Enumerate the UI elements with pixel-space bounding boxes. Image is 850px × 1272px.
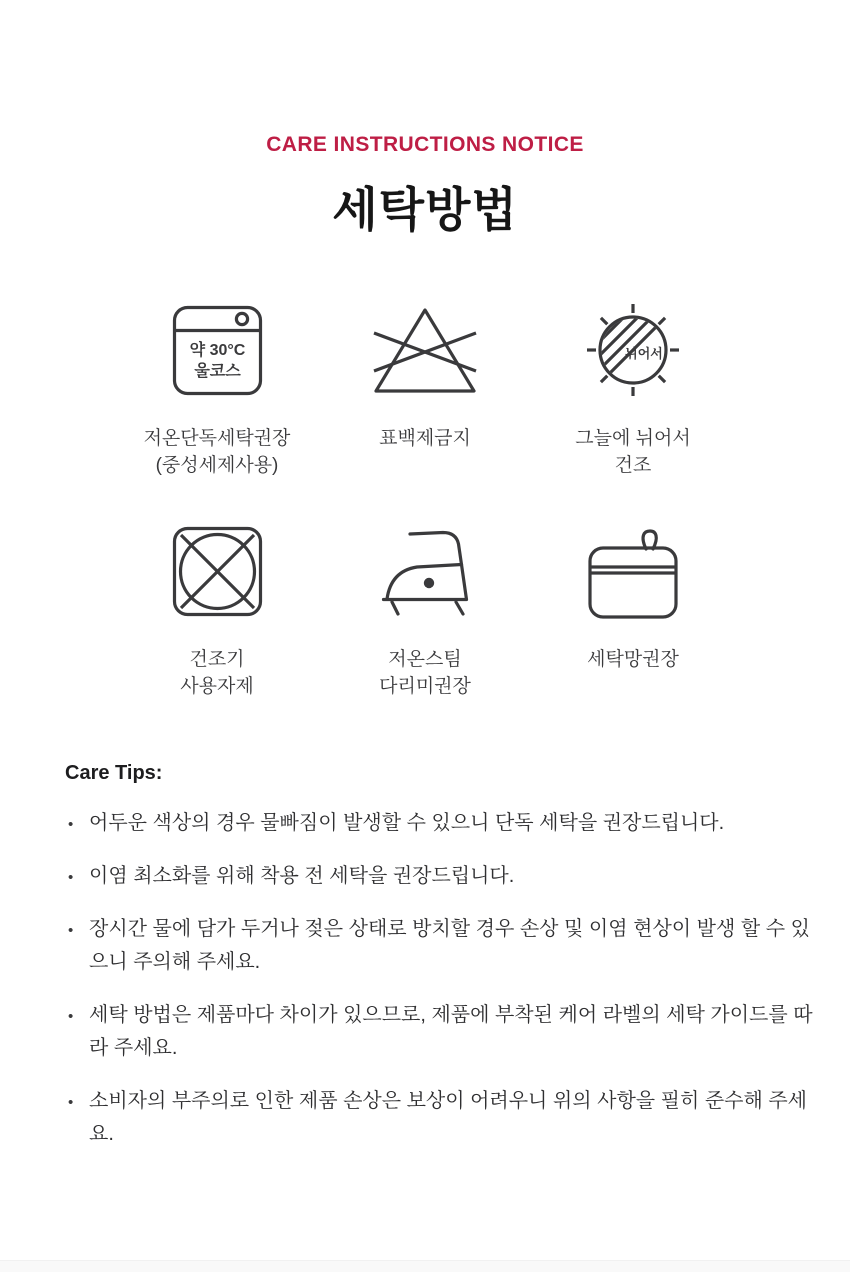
- care-tips-list: [65, 807, 813, 1151]
- care-icon-cell-dry-in-shade: [529, 300, 737, 479]
- care-tips-heading: Care Tips:: [65, 762, 163, 784]
- care-icon-cell-no-tumble-dry: [113, 521, 321, 700]
- laundry-net-icon: [587, 522, 679, 620]
- care-icons-grid: [113, 300, 737, 700]
- care-icon-label: 그늘에 뉘어서 건조: [575, 428, 691, 476]
- care-icon-cell-laundry-net: [529, 521, 737, 700]
- care-icon-label: 저온스팀 다리미권장: [379, 649, 471, 697]
- no-bleach-icon: [370, 304, 480, 396]
- care-tip-item: • 세탁 방법은 제품마다 차이가 있으므로, 제품에 부착된 케어 라벨의 세탁 가이드를 따라 주세요.: [65, 999, 813, 1065]
- wash-course-text: 울코스: [193, 362, 241, 380]
- eyebrow-heading: CARE INSTRUCTIONS NOTICE: [266, 133, 584, 156]
- dry-flat-in-shade-icon: [583, 300, 683, 400]
- care-icon-cell-no-bleach: [321, 300, 529, 479]
- care-tip-item: • 어두운 색상의 경우 물빠짐이 발생할 수 있으니 단독 세탁을 권장드립니다.: [65, 807, 813, 840]
- washing-machine-icon: [172, 305, 263, 396]
- care-tip-item: • 이염 최소화를 위해 착용 전 세탁을 권장드립니다.: [65, 860, 813, 893]
- footer-divider: [0, 1260, 850, 1272]
- care-tip-item: • 소비자의 부주의로 인한 제품 손상은 보상이 어려우니 위의 사항을 필히 준수해 주세요.: [65, 1085, 813, 1151]
- wash-temp-text: 약 30°C: [189, 341, 245, 359]
- care-icon-label: 건조기 사용자제: [180, 649, 254, 697]
- page-title: 세탁방법: [332, 183, 518, 236]
- dry-flat-text: 뉘어서: [625, 346, 663, 361]
- care-icon-cell-wash-low-temp: [113, 300, 321, 479]
- care-icon-label: 저온단독세탁권장 (중성세제사용): [143, 428, 291, 476]
- care-tip-item: • 장시간 물에 담가 두거나 젖은 상태로 방치할 경우 손상 및 이염 현상이 발생 할 수 있으니 주의해 주세요.: [65, 913, 813, 979]
- care-icon-label: 표백제금지: [379, 428, 471, 449]
- care-tips-section: [65, 762, 813, 1151]
- care-icon-cell-low-steam-iron: [321, 521, 529, 700]
- no-tumble-dry-icon: [172, 526, 263, 617]
- low-steam-iron-icon: [377, 525, 473, 617]
- care-icon-label: 세탁망권장: [587, 649, 679, 670]
